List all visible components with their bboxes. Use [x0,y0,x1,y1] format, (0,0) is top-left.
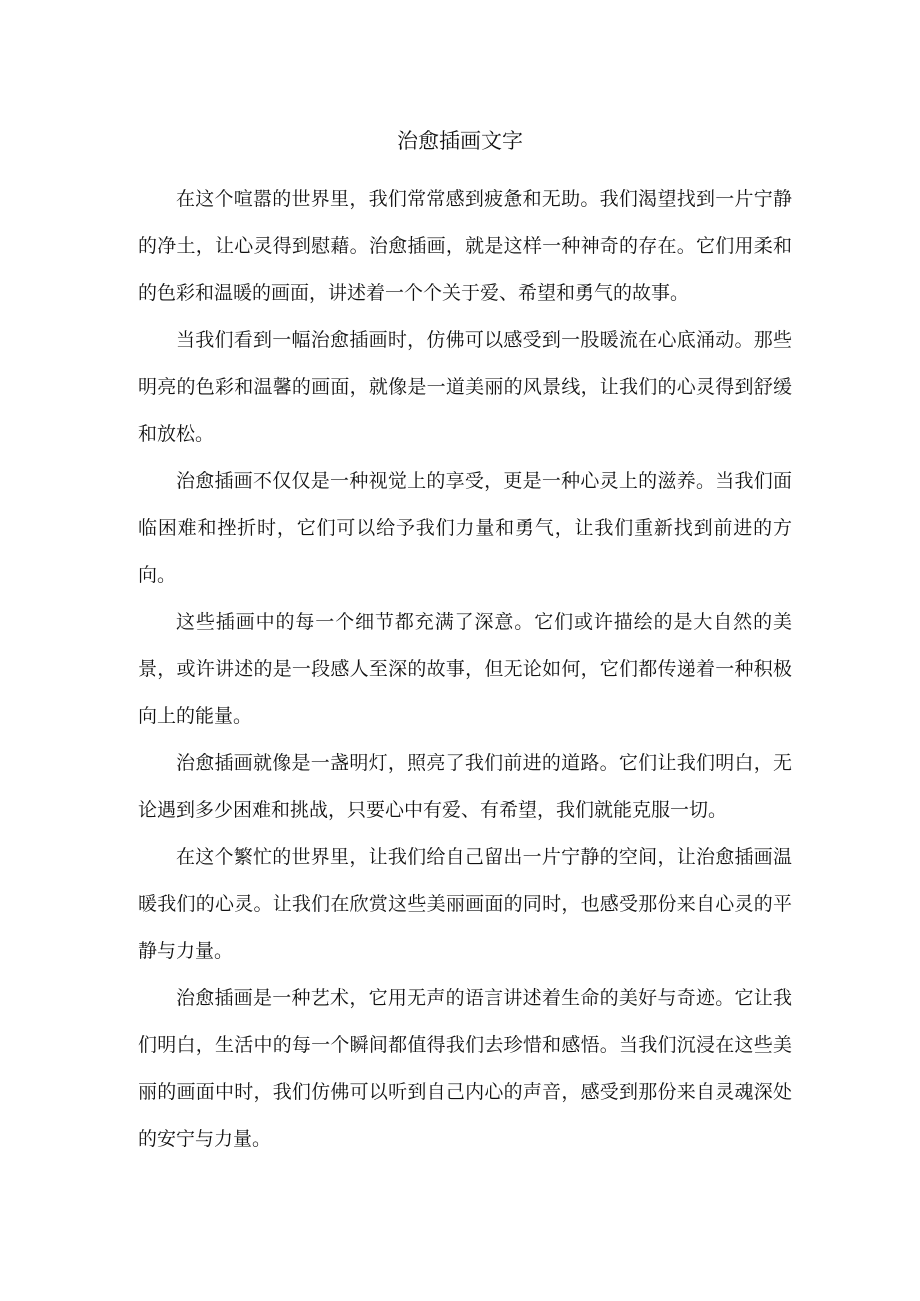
document-body [138,176,792,1163]
paragraph-2: 当我们看到一幅治愈插画时，仿佛可以感受到一股暖流在心底涌动。那些明亮的色彩和温馨的画面，就像是一道美丽的风景线，让我们的心灵得到舒缓和放松。 [138,329,792,445]
paragraph-6: 在这个繁忙的世界里，让我们给自己留出一片宁静的空间，让治愈插画温暖我们的心灵。让我们在欣赏这些美丽画面的同时，也感受那份来自心灵的平静与力量。 [138,846,792,962]
document-title: 治愈插画文字 [397,129,523,153]
paragraph-1: 在这个喧嚣的世界里，我们常常感到疲惫和无助。我们渴望找到一片宁静的净土，让心灵得到慰藉。治愈插画，就是这样一种神奇的存在。它们用柔和的色彩和温暖的画面，讲述着一个个关于爱、希望和勇气的故事。 [138,188,792,304]
paragraph-7: 治愈插画是一种艺术，它用无声的语言讲述着生命的美好与奇迹。它让我们明白，生活中的每一个瞬间都值得我们去珍惜和感悟。当我们沉浸在这些美丽的画面中时，我们仿佛可以听到自己内心的声音，感受到那份来自灵魂深处的安宁与力量。 [138,987,792,1150]
paragraph-3: 治愈插画不仅仅是一种视觉上的享受，更是一种心灵上的滋养。当我们面临困难和挫折时，它们可以给予我们力量和勇气，让我们重新找到前进的方向。 [138,470,792,586]
paragraph-5: 治愈插画就像是一盏明灯，照亮了我们前进的道路。它们让我们明白，无论遇到多少困难和挑战，只要心中有爱、有希望，我们就能克服一切。 [138,752,792,821]
paragraph-4: 这些插画中的每一个细节都充满了深意。它们或许描绘的是大自然的美景，或许讲述的是一段感人至深的故事，但无论如何，它们都传递着一种积极向上的能量。 [138,611,792,727]
